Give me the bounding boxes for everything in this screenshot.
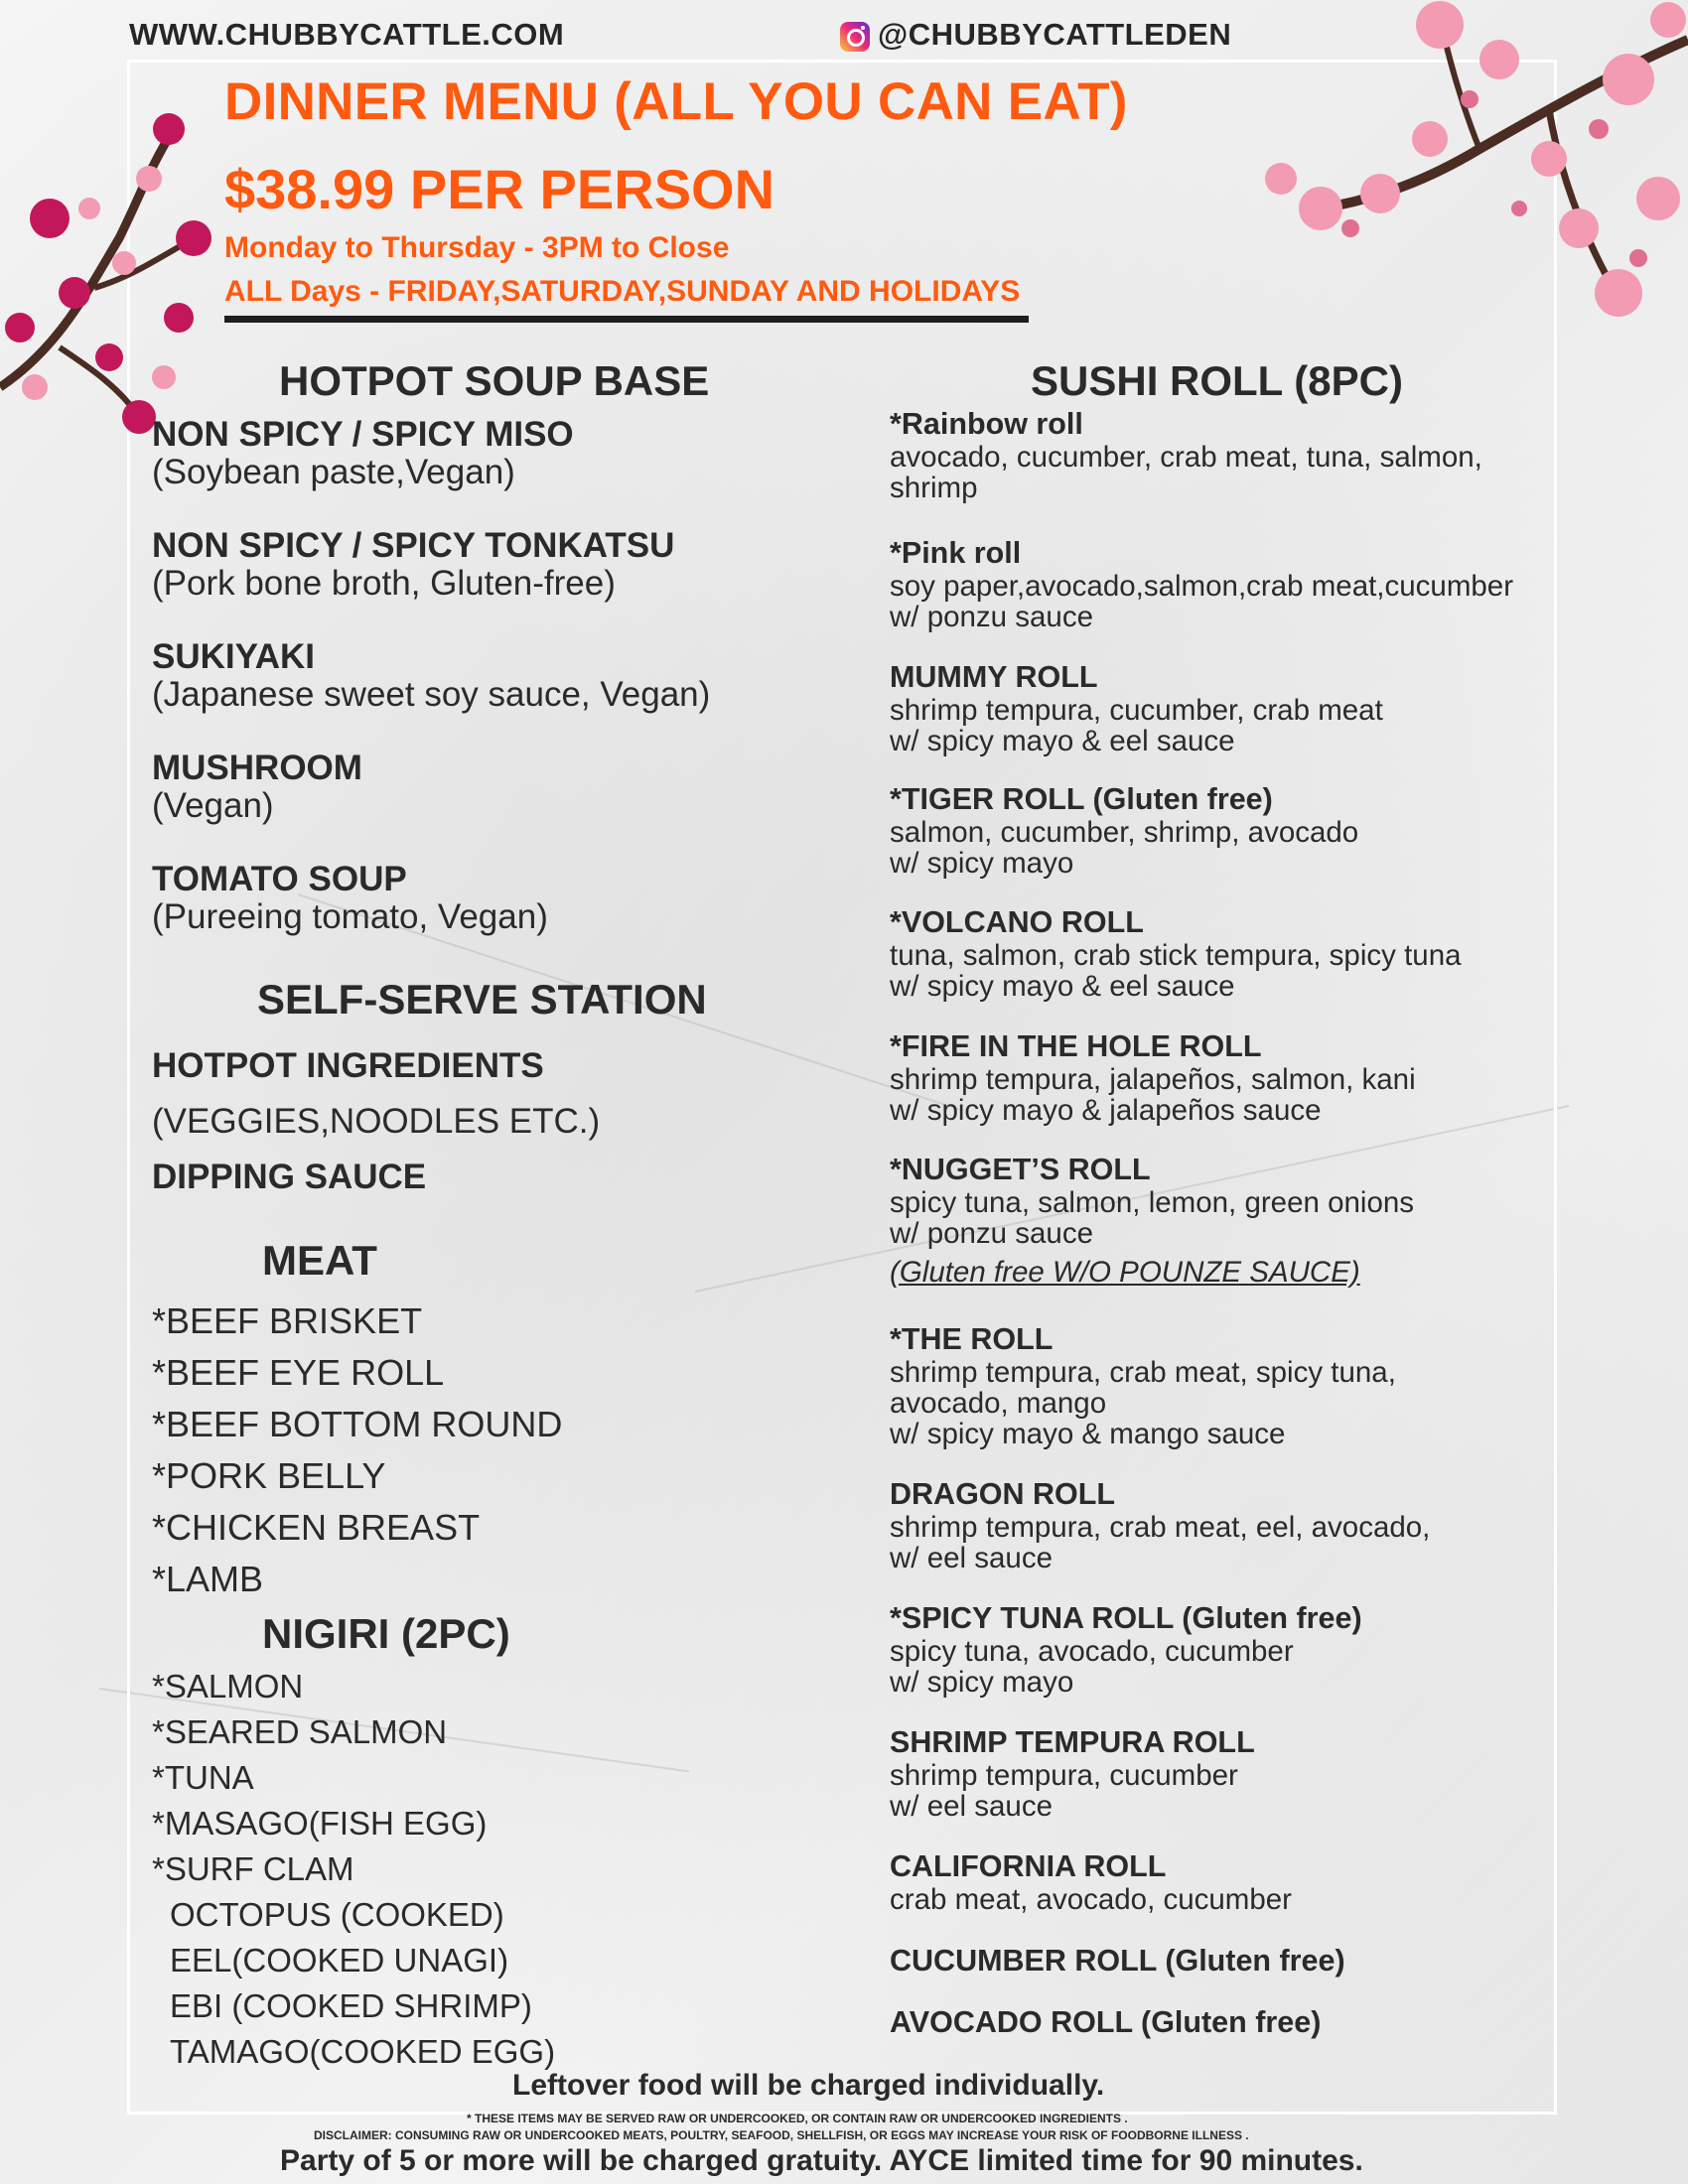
soup-item-desc: (Pork bone broth, Gluten-free) bbox=[152, 564, 616, 603]
roll-desc: tuna, salmon, crab stick tempura, spicy tuna w/ spicy mayo & eel sauce bbox=[890, 939, 1462, 1003]
roll-name: *NUGGET’S ROLL bbox=[890, 1153, 1151, 1186]
meat-item: *BEEF EYE ROLL bbox=[152, 1352, 445, 1393]
hours-all-days: ALL Days - FRIDAY,SATURDAY,SUNDAY AND HOLIDAYS bbox=[224, 275, 1021, 308]
soup-item-desc: (Soybean paste,Vegan) bbox=[152, 453, 515, 491]
roll-desc: soy paper,avocado,salmon,crab meat,cucumber w/ ponzu sauce bbox=[890, 570, 1514, 633]
nigiri-item: *SALMON bbox=[152, 1668, 304, 1705]
nigiri-item: EEL(COOKED UNAGI) bbox=[170, 1942, 509, 1979]
nigiri-item: TAMAGO(COOKED EGG) bbox=[170, 2033, 556, 2070]
website-link[interactable]: WWW.CHUBBYCATTLE.COM bbox=[129, 17, 565, 52]
roll-desc: shrimp tempura, crab meat, spicy tuna, avocado, mango w/ spicy mayo & mango sauce bbox=[890, 1356, 1396, 1450]
nigiri-item: EBI (COOKED SHRIMP) bbox=[170, 1987, 532, 2024]
roll-desc: salmon, cucumber, shrimp, avocado w/ spicy mayo bbox=[890, 816, 1359, 880]
roll-desc: shrimp tempura, cucumber w/ eel sauce bbox=[890, 1759, 1238, 1823]
roll-name: *FIRE IN THE HOLE ROLL bbox=[890, 1029, 1262, 1063]
meat-item: *BEEF BRISKET bbox=[152, 1300, 423, 1341]
meat-item: *CHICKEN BREAST bbox=[152, 1507, 481, 1548]
self-serve-heading: SELF-SERVE STATION bbox=[257, 976, 707, 1023]
raw-items-note: * THESE ITEMS MAY BE SERVED RAW OR UNDERCOOKED, OR CONTAIN RAW OR UNDERCOOKED INGREDIENTS . bbox=[467, 2112, 1128, 2125]
soup-item-name: MUSHROOM bbox=[152, 749, 362, 787]
sushi-heading: SUSHI ROLL (8PC) bbox=[1031, 357, 1403, 404]
roll-name: CALIFORNIA ROLL bbox=[890, 1849, 1167, 1883]
nigiri-item: *MASAGO(FISH EGG) bbox=[152, 1805, 488, 1842]
soup-item-name: SUKIYAKI bbox=[152, 637, 316, 676]
nigiri-heading: NIGIRI (2PC) bbox=[262, 1610, 510, 1657]
nigiri-item: *SURF CLAM bbox=[152, 1850, 354, 1887]
self-serve-ingredients: HOTPOT INGREDIENTS bbox=[152, 1046, 544, 1085]
cherry-blossom-right-icon bbox=[1221, 0, 1688, 338]
roll-name: CUCUMBER ROLL (Gluten free) bbox=[890, 1944, 1345, 1978]
menu-price: $38.99 PER PERSON bbox=[224, 158, 775, 220]
soup-item-name: NON SPICY / SPICY TONKATSU bbox=[152, 526, 675, 565]
roll-name: *VOLCANO ROLL bbox=[890, 905, 1144, 939]
roll-name: *Pink roll bbox=[890, 536, 1022, 570]
header-divider bbox=[224, 316, 1029, 323]
roll-name: MUMMY ROLL bbox=[890, 660, 1098, 694]
disclaimer: DISCLAIMER: CONSUMING RAW OR UNDERCOOKED MEATS, POULTRY, SEAFOOD, SHELLFISH, OR EGGS MAY INCREASE YOUR RISK OF FOODBORNE ILLNESS . bbox=[314, 2128, 1249, 2142]
meat-item: *BEEF BOTTOM ROUND bbox=[152, 1404, 563, 1444]
nigiri-item: OCTOPUS (COOKED) bbox=[170, 1896, 504, 1933]
soup-item-name: TOMATO SOUP bbox=[152, 860, 407, 898]
soup-item-name: NON SPICY / SPICY MISO bbox=[152, 415, 574, 454]
menu-title: DINNER MENU (ALL YOU CAN EAT) bbox=[224, 72, 1128, 131]
roll-desc: shrimp tempura, cucumber, crab meat w/ spicy mayo & eel sauce bbox=[890, 694, 1383, 757]
meat-item: *LAMB bbox=[152, 1559, 264, 1599]
roll-name: *Rainbow roll bbox=[890, 407, 1083, 441]
instagram-handle[interactable]: @CHUBBYCATTLEDEN bbox=[878, 17, 1232, 52]
roll-name: SHRIMP TEMPURA ROLL bbox=[890, 1725, 1255, 1759]
roll-desc: spicy tuna, salmon, lemon, green onions w/ ponzu sauce bbox=[890, 1186, 1415, 1250]
roll-desc: avocado, cucumber, crab meat, tuna, salmon, shrimp bbox=[890, 441, 1482, 504]
roll-name: DRAGON ROLL bbox=[890, 1477, 1116, 1511]
roll-name: *THE ROLL bbox=[890, 1322, 1054, 1356]
roll-gluten-note: (Gluten free W/O POUNZE SAUCE) bbox=[890, 1256, 1360, 1289]
nigiri-item: *SEARED SALMON bbox=[152, 1713, 448, 1750]
gratuity-note: Party of 5 or more will be charged gratuity. AYCE limited time for 90 minutes. bbox=[280, 2144, 1363, 2177]
soup-item-desc: (Pureeing tomato, Vegan) bbox=[152, 897, 548, 936]
hours-weekday: Monday to Thursday - 3PM to Close bbox=[224, 231, 730, 264]
soup-item-desc: (Japanese sweet soy sauce, Vegan) bbox=[152, 675, 711, 714]
meat-heading: MEAT bbox=[262, 1237, 377, 1284]
soup-item-desc: (Vegan) bbox=[152, 786, 274, 825]
roll-name: *TIGER ROLL (Gluten free) bbox=[890, 782, 1273, 816]
nigiri-item: *TUNA bbox=[152, 1759, 254, 1796]
roll-desc: shrimp tempura, jalapeños, salmon, kani w/ spicy mayo & jalapeños sauce bbox=[890, 1063, 1416, 1127]
roll-desc: crab meat, avocado, cucumber bbox=[890, 1883, 1293, 1916]
roll-name: AVOCADO ROLL (Gluten free) bbox=[890, 2005, 1322, 2039]
meat-item: *PORK BELLY bbox=[152, 1455, 386, 1496]
self-serve-sauce: DIPPING SAUCE bbox=[152, 1158, 427, 1196]
roll-name: *SPICY TUNA ROLL (Gluten free) bbox=[890, 1601, 1362, 1635]
self-serve-ingredients-note: (VEGGIES,NOODLES ETC.) bbox=[152, 1102, 601, 1141]
roll-desc: spicy tuna, avocado, cucumber w/ spicy mayo bbox=[890, 1635, 1294, 1699]
roll-desc: shrimp tempura, crab meat, eel, avocado, w/ eel sauce bbox=[890, 1511, 1431, 1574]
instagram-icon bbox=[840, 22, 870, 52]
soup-base-heading: HOTPOT SOUP BASE bbox=[279, 357, 710, 404]
cherry-blossom-left-icon bbox=[0, 89, 228, 467]
leftover-note: Leftover food will be charged individually. bbox=[512, 2069, 1105, 2102]
